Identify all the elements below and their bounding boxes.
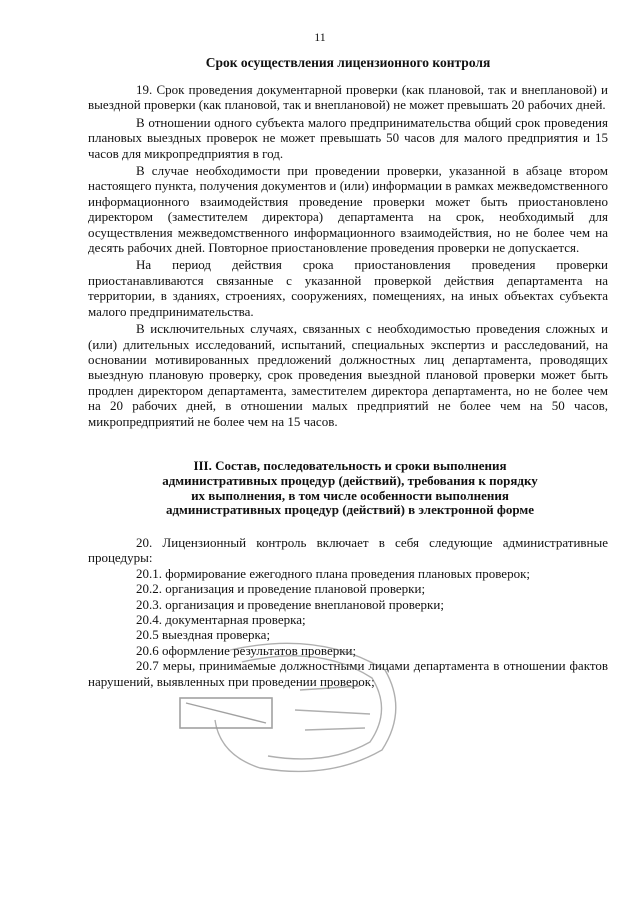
section-body [88, 82, 608, 431]
paragraph: На период действия срока приостановления проведения проверки приостанавливаются связанные с указанной проверкой действия департамента на территории, в зданиях, строениях, сооружениях, помещениях, на иных объектах субъекта малого предпринимательства. [88, 257, 608, 319]
list-intro: 20. Лицензионный контроль включает в себя следующие административные процедуры: [88, 535, 608, 566]
stamp-graphic [170, 630, 410, 780]
paragraph: В случае необходимости при проведении проверки, указанной в абзаце втором настоящего пункта, получения документов и (или) информации в рамках межведомственного информационного взаимодействия проведение проверки может быть приостановлено директором (заместителем директора) департамента на срок, необходимый для осуществления межведомственного информационного взаимодействия, но не более чем на десять рабочих дней. Повторное приостановление проведения проверки не допускается. [88, 163, 608, 256]
paragraph: В отношении одного субъекта малого предпринимательства общий срок проведения плановых выездных проверок не может превышать 50 часов для малого предприятия и 15 часов для микропредприятия в год. [88, 114, 608, 161]
list-item: 20.1. формирование ежегодного плана проведения плановых проверок; [136, 565, 530, 581]
chapter-heading-line: административных процедур (действий), требования к порядку [162, 472, 538, 488]
approval-stamp-icon [170, 630, 410, 780]
list-item: 20.5 выездная проверка; [136, 627, 271, 643]
page-number: 11 [314, 30, 326, 44]
list-item: 20.4. документарная проверка; [136, 612, 306, 628]
paragraph: В исключительных случаях, связанных с необходимостью проведения сложных и (или) длительных исследований, испытаний, специальных экспертиз и расследований, на основании мотивированных предложений должностных лиц департамента, проводящих выездную плановую проверку, срок проведения выездной плановой проверки может быть продлен директором департамента, заместителем директора департамента, но не более чем на 20 рабочих дней, в отношении малых предприятий не более чем на 50 часов, микропредприятий не более чем на 15 часов. [88, 321, 608, 429]
chapter-heading-line: административных процедур (действий) в электронной форме [165, 502, 535, 518]
chapter-heading-line: III. Состав, последовательность и сроки выполнения [193, 458, 507, 473]
section-title: Срок осуществления лицензионного контроля [205, 55, 491, 70]
list-item: 20.3. организация и проведение внеплановой проверки; [136, 596, 444, 612]
chapter-heading [118, 459, 582, 518]
list-item: 20.2. организация и проведение плановой проверки; [136, 581, 426, 597]
list-item: 20.7 меры, принимаемые должностными лицами департамента в отношении фактов нарушений, выявленных при проведении проверок; [88, 658, 608, 689]
paragraph-19: 19. Срок проведения документарной проверки (как плановой, так и внеплановой) и выездной проверки (как плановой, так и внеплановой) не может превышать 20 рабочих дней. [88, 82, 608, 113]
chapter-heading-line: их выполнения, в том числе особенности выполнения [191, 487, 509, 503]
list-item: 20.6 оформление результатов проверки; [136, 642, 357, 658]
